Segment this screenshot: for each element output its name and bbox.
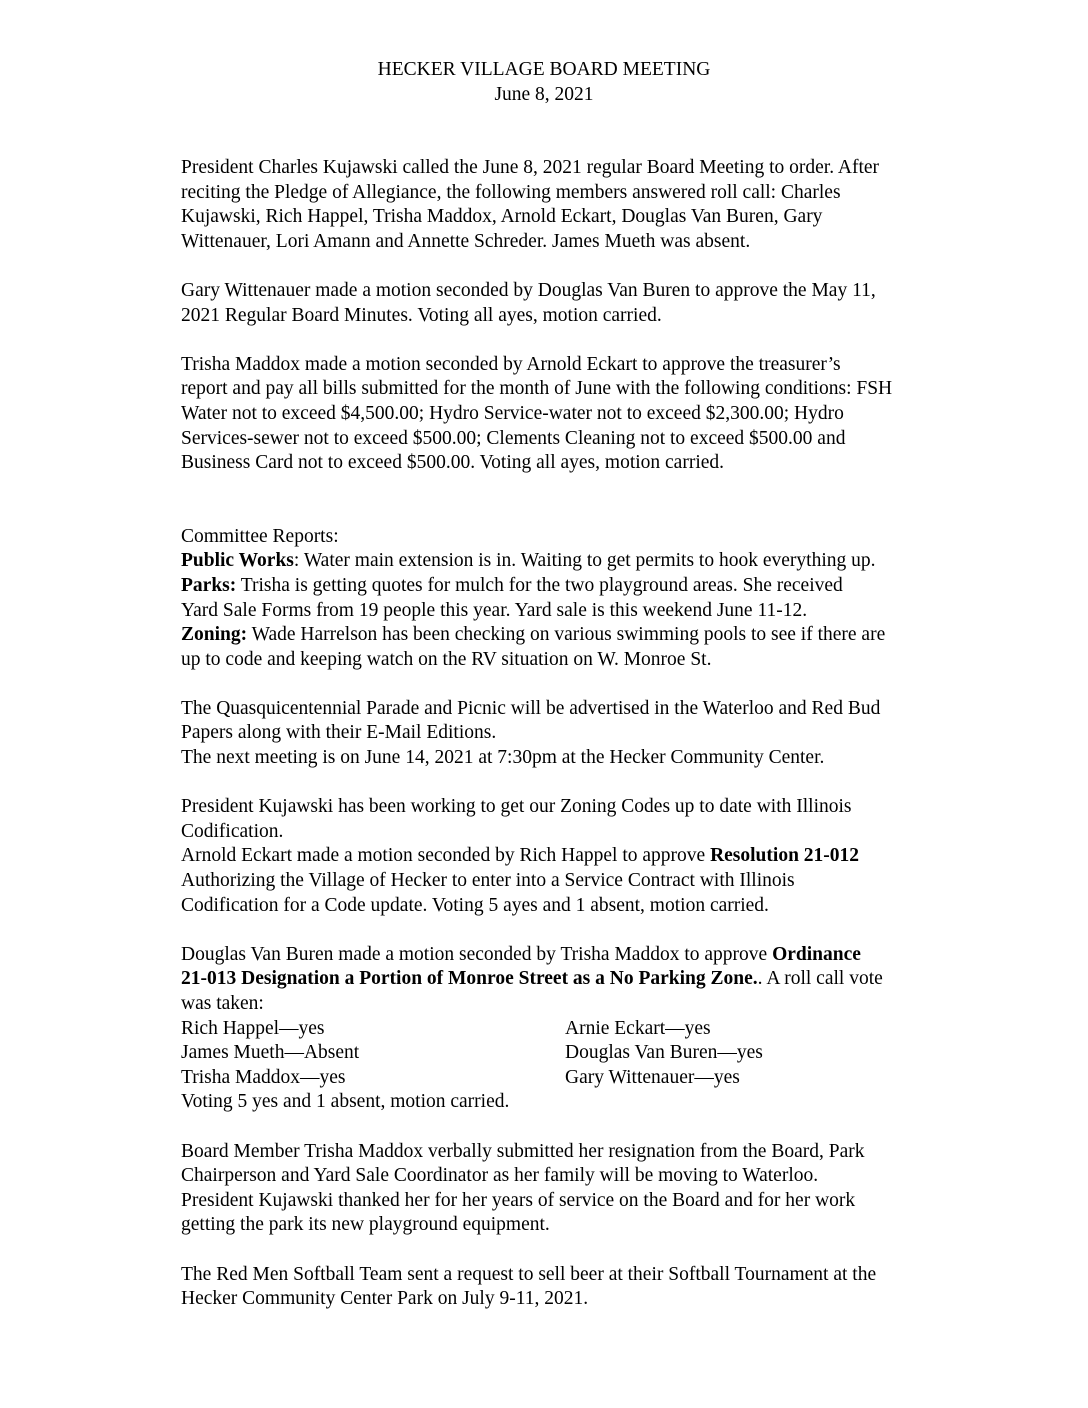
text-line: Wittenauer, Lori Amann and Annette Schreder. James Mueth was absent. — [181, 230, 751, 252]
public-works-report — [181, 549, 981, 574]
vote-entry: James Mueth—Absent — [181, 1042, 360, 1064]
vote-entry: Rich Happel—yes — [181, 1017, 325, 1039]
text-line: President Kujawski has been working to get our Zoning Codes up to date with Illinois — [181, 796, 852, 818]
vote-entry: Arnie Eckart—yes — [565, 1017, 711, 1039]
text-line: Hecker Community Center Park on July 9-11, 2021. — [181, 1288, 589, 1310]
text-line: Yard Sale Forms from 19 people this year. Yard sale is this weekend June 11-12. — [181, 599, 808, 621]
text-line: Board Member Trisha Maddox verbally submitted her resignation from the Board, Park — [181, 1140, 865, 1162]
text-line: Services-sewer not to exceed $500.00; Clements Cleaning not to exceed $500.00 and — [181, 427, 846, 449]
text-line: Business Card not to exceed $500.00. Voting all ayes, motion carried. — [181, 452, 725, 474]
text-line: Voting 5 yes and 1 absent, motion carried. — [181, 1091, 510, 1113]
text-line: Codification for a Code update. Voting 5 ayes and 1 absent, motion carried. — [181, 894, 769, 916]
meeting-date: June 8, 2021 — [494, 83, 594, 105]
vote-entry: Gary Wittenauer—yes — [565, 1066, 740, 1088]
minutes-body — [181, 156, 981, 1312]
text-line: Chairperson and Yard Sale Coordinator as her family will be moving to Waterloo. — [181, 1165, 819, 1187]
roll-call-table — [181, 1017, 981, 1091]
vote-entry: Douglas Van Buren—yes — [565, 1042, 763, 1064]
zoning-text: Wade Harrelson has been checking on various swimming pools to see if there are — [247, 624, 886, 646]
text-line: reciting the Pledge of Allegiance, the following members answered roll call: Charles — [181, 181, 841, 203]
parks-text: Trisha is getting quotes for mulch for the two playground areas. She received — [236, 574, 843, 596]
ordinance-title-line — [181, 967, 981, 992]
committee-heading: Committee Reports: — [181, 525, 339, 547]
text-line: The Quasquicentennial Parade and Picnic will be advertised in the Waterloo and Red Bud — [181, 697, 881, 719]
text-line: Kujawski, Rich Happel, Trisha Maddox, Arnold Eckart, Douglas Van Buren, Gary — [181, 206, 823, 228]
text-line: getting the park its new playground equipment. — [181, 1214, 550, 1236]
text-line: The next meeting is on June 14, 2021 at 7:30pm at the Hecker Community Center. — [181, 747, 825, 769]
paragraph-resignation — [181, 1140, 981, 1238]
text-line: report and pay all bills submitted for the month of June with the following conditions: FSH — [181, 378, 893, 400]
vote-entry: Trisha Maddox—yes — [181, 1066, 346, 1088]
text-line: up to code and keeping watch on the RV situation on W. Monroe St. — [181, 648, 712, 670]
ordinance-line — [181, 943, 981, 968]
meeting-title: HECKER VILLAGE BOARD MEETING — [377, 59, 711, 80]
paragraph-parade — [181, 697, 981, 771]
parks-label: Parks: — [181, 574, 237, 596]
text-line: Authorizing the Village of Hecker to enter into a Service Contract with Illinois — [181, 870, 795, 892]
roll-call-row — [181, 1066, 981, 1091]
paragraph-softball — [181, 1263, 981, 1312]
text-line: President Charles Kujawski called the June 8, 2021 regular Board Meeting to order. After — [181, 157, 880, 178]
paragraph-minutes-approval — [181, 279, 981, 328]
ordinance-text: . A roll call vote — [757, 968, 883, 990]
zoning-label: Zoning: — [181, 624, 248, 646]
text-line: The Red Men Softball Team sent a request to sell beer at their Softball Tournament at the — [181, 1263, 877, 1285]
text-line: Papers along with their E-Mail Editions. — [181, 722, 497, 744]
roll-call-result — [181, 1090, 981, 1115]
zoning-report — [181, 623, 981, 648]
text-line: President Kujawski thanked her for her years of service on the Board and for her work — [181, 1189, 856, 1211]
resolution-number: Resolution 21-012 — [710, 845, 860, 867]
text-line: Water not to exceed $4,500.00; Hydro Service-water not to exceed $2,300.00; Hydro — [181, 402, 844, 424]
ordinance-text: Douglas Van Buren made a motion seconded by Trisha Maddox to approve — [181, 943, 773, 965]
text-line: Gary Wittenauer made a motion seconded by Douglas Van Buren to approve the May 11, — [181, 279, 876, 301]
roll-call-row — [181, 1017, 981, 1042]
text-line: 2021 Regular Board Minutes. Voting all ayes, motion carried. — [181, 304, 662, 326]
resolution-text: Arnold Eckart made a motion seconded by Rich Happel to approve — [181, 845, 711, 867]
public-works-text: : Water main extension is in. Waiting to get permits to hook everything up. — [293, 550, 876, 572]
text-line: Codification. — [181, 820, 284, 842]
text-line: was taken: — [181, 993, 264, 1014]
paragraph-treasurer-report — [181, 353, 981, 476]
committee-reports — [181, 525, 981, 673]
ordinance-title: 21-013 Designation a Portion of Monroe Street as a No Parking Zone. — [181, 968, 758, 990]
document-header — [0, 58, 1088, 107]
roll-call-row — [181, 1041, 981, 1066]
paragraph-call-to-order — [181, 156, 981, 254]
resolution-line — [181, 844, 981, 869]
text-line: Trisha Maddox made a motion seconded by Arnold Eckart to approve the treasurer’s — [181, 353, 841, 375]
public-works-label: Public Works — [181, 550, 294, 572]
ordinance-label: Ordinance — [772, 943, 861, 965]
parks-report — [181, 574, 981, 599]
paragraph-resolution — [181, 795, 981, 918]
paragraph-ordinance — [181, 943, 981, 1017]
